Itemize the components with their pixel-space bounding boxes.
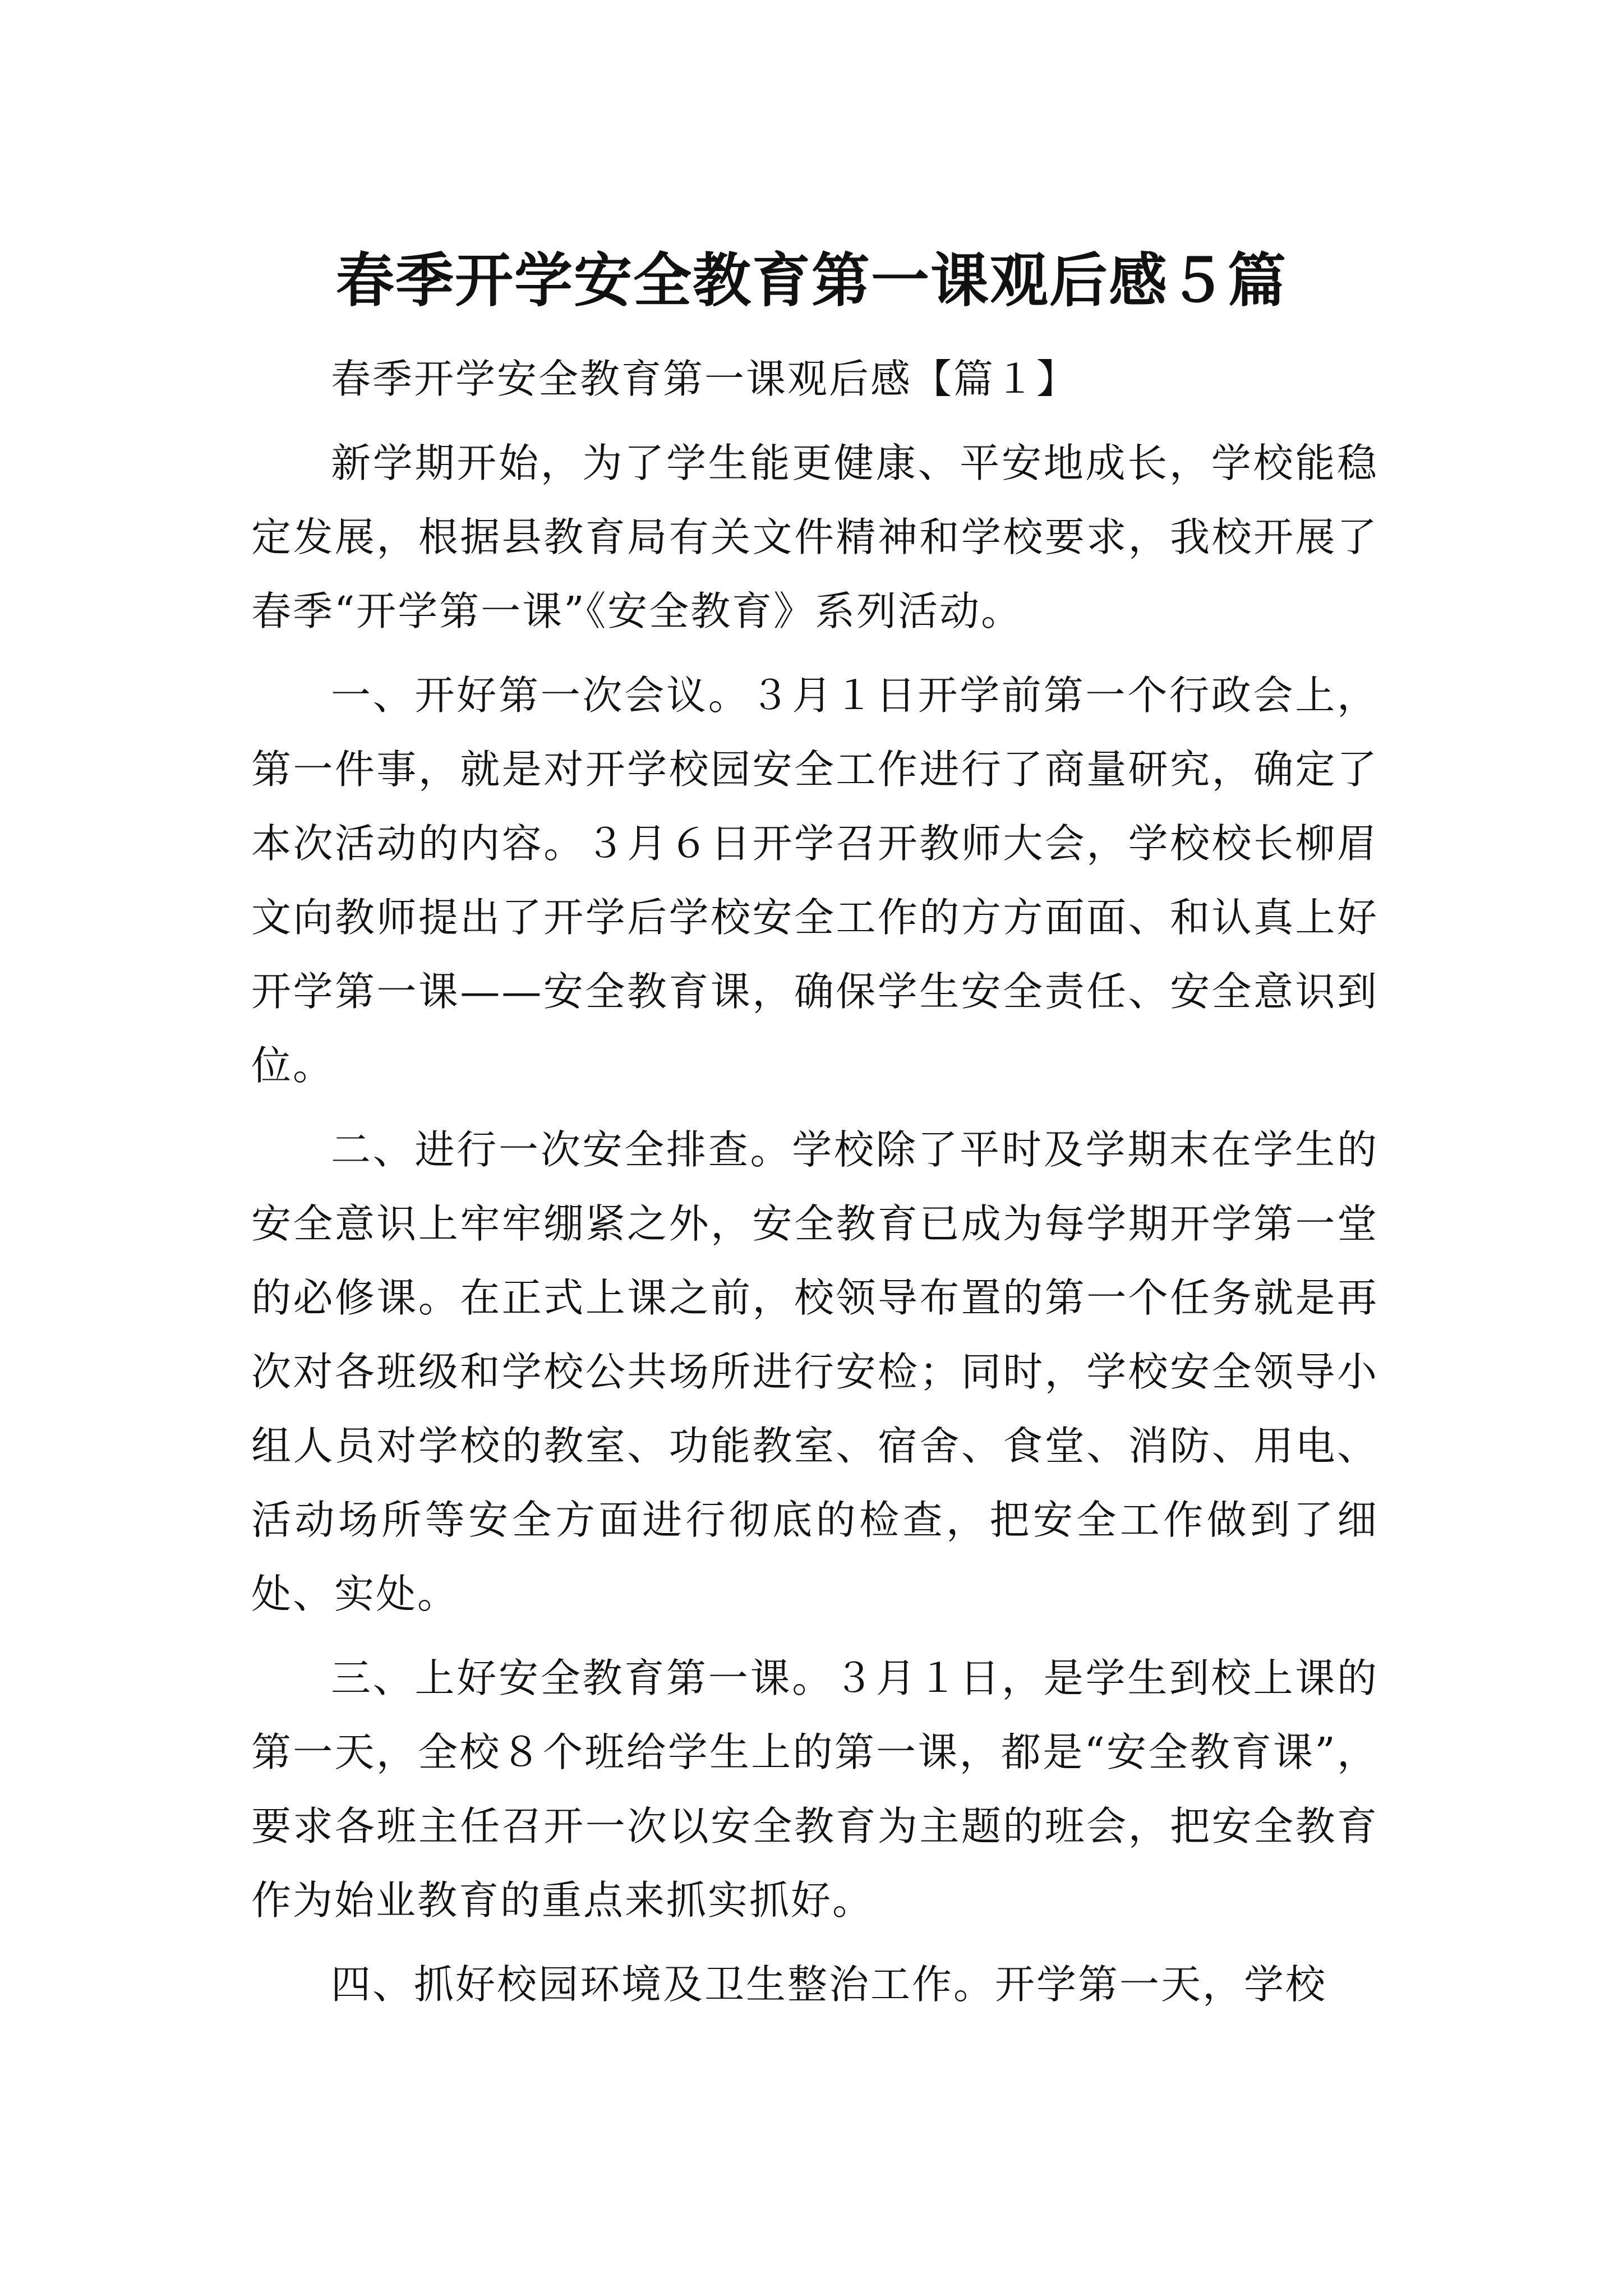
- document-body: [251, 342, 1378, 2022]
- body-paragraph: 一、开好第一次会议。３月１日开学前第一个行政会上，第一件事，就是对开学校园安全工作进行了商量研究，确定了本次活动的内容。３月６日开学召开教师大会，学校校长柳眉文向教师提出了开学后学校安全工作的方方面面、和认真上好开学第一课——安全教育课，确保学生安全责任、安全意识到位。: [251, 672, 1378, 1089]
- body-paragraph: 四、抓好校园环境及卫生整治工作。开学第一天，学校: [331, 1961, 1327, 2008]
- body-paragraph: 三、上好安全教育第一课。３月１日，是学生到校上课的第一天，全校８个班给学生上的第一课，都是“安全教育课”，要求各班主任召开一次以安全教育为主题的班会，把安全教育作为始业教育的重点来抓实抓好。: [251, 1655, 1378, 1924]
- section-heading: 春季开学安全教育第一课观后感【篇１】: [331, 356, 1078, 402]
- body-paragraph: 二、进行一次安全排查。学校除了平时及学期末在学生的安全意识上牢牢绷紧之外，安全教育已成为每学期开学第一堂的必修课。在正式上课之前，校领导布置的第一个任务就是再次对各班级和学校公共场所进行安检；同时，学校安全领导小组人员对学校的教室、功能教室、宿舍、食堂、消防、用电、活动场所等安全方面进行彻底的检查，把安全工作做到了细处、实处。: [251, 1126, 1378, 1617]
- body-paragraph: 新学期开始，为了学生能更健康、平安地成长，学校能稳定发展，根据县教育局有关文件精神和学校要求，我校开展了春季“开学第一课”《安全教育》系列活动。: [251, 440, 1378, 634]
- document-title: 春季开学安全教育第一课观后感５篇: [335, 245, 1287, 315]
